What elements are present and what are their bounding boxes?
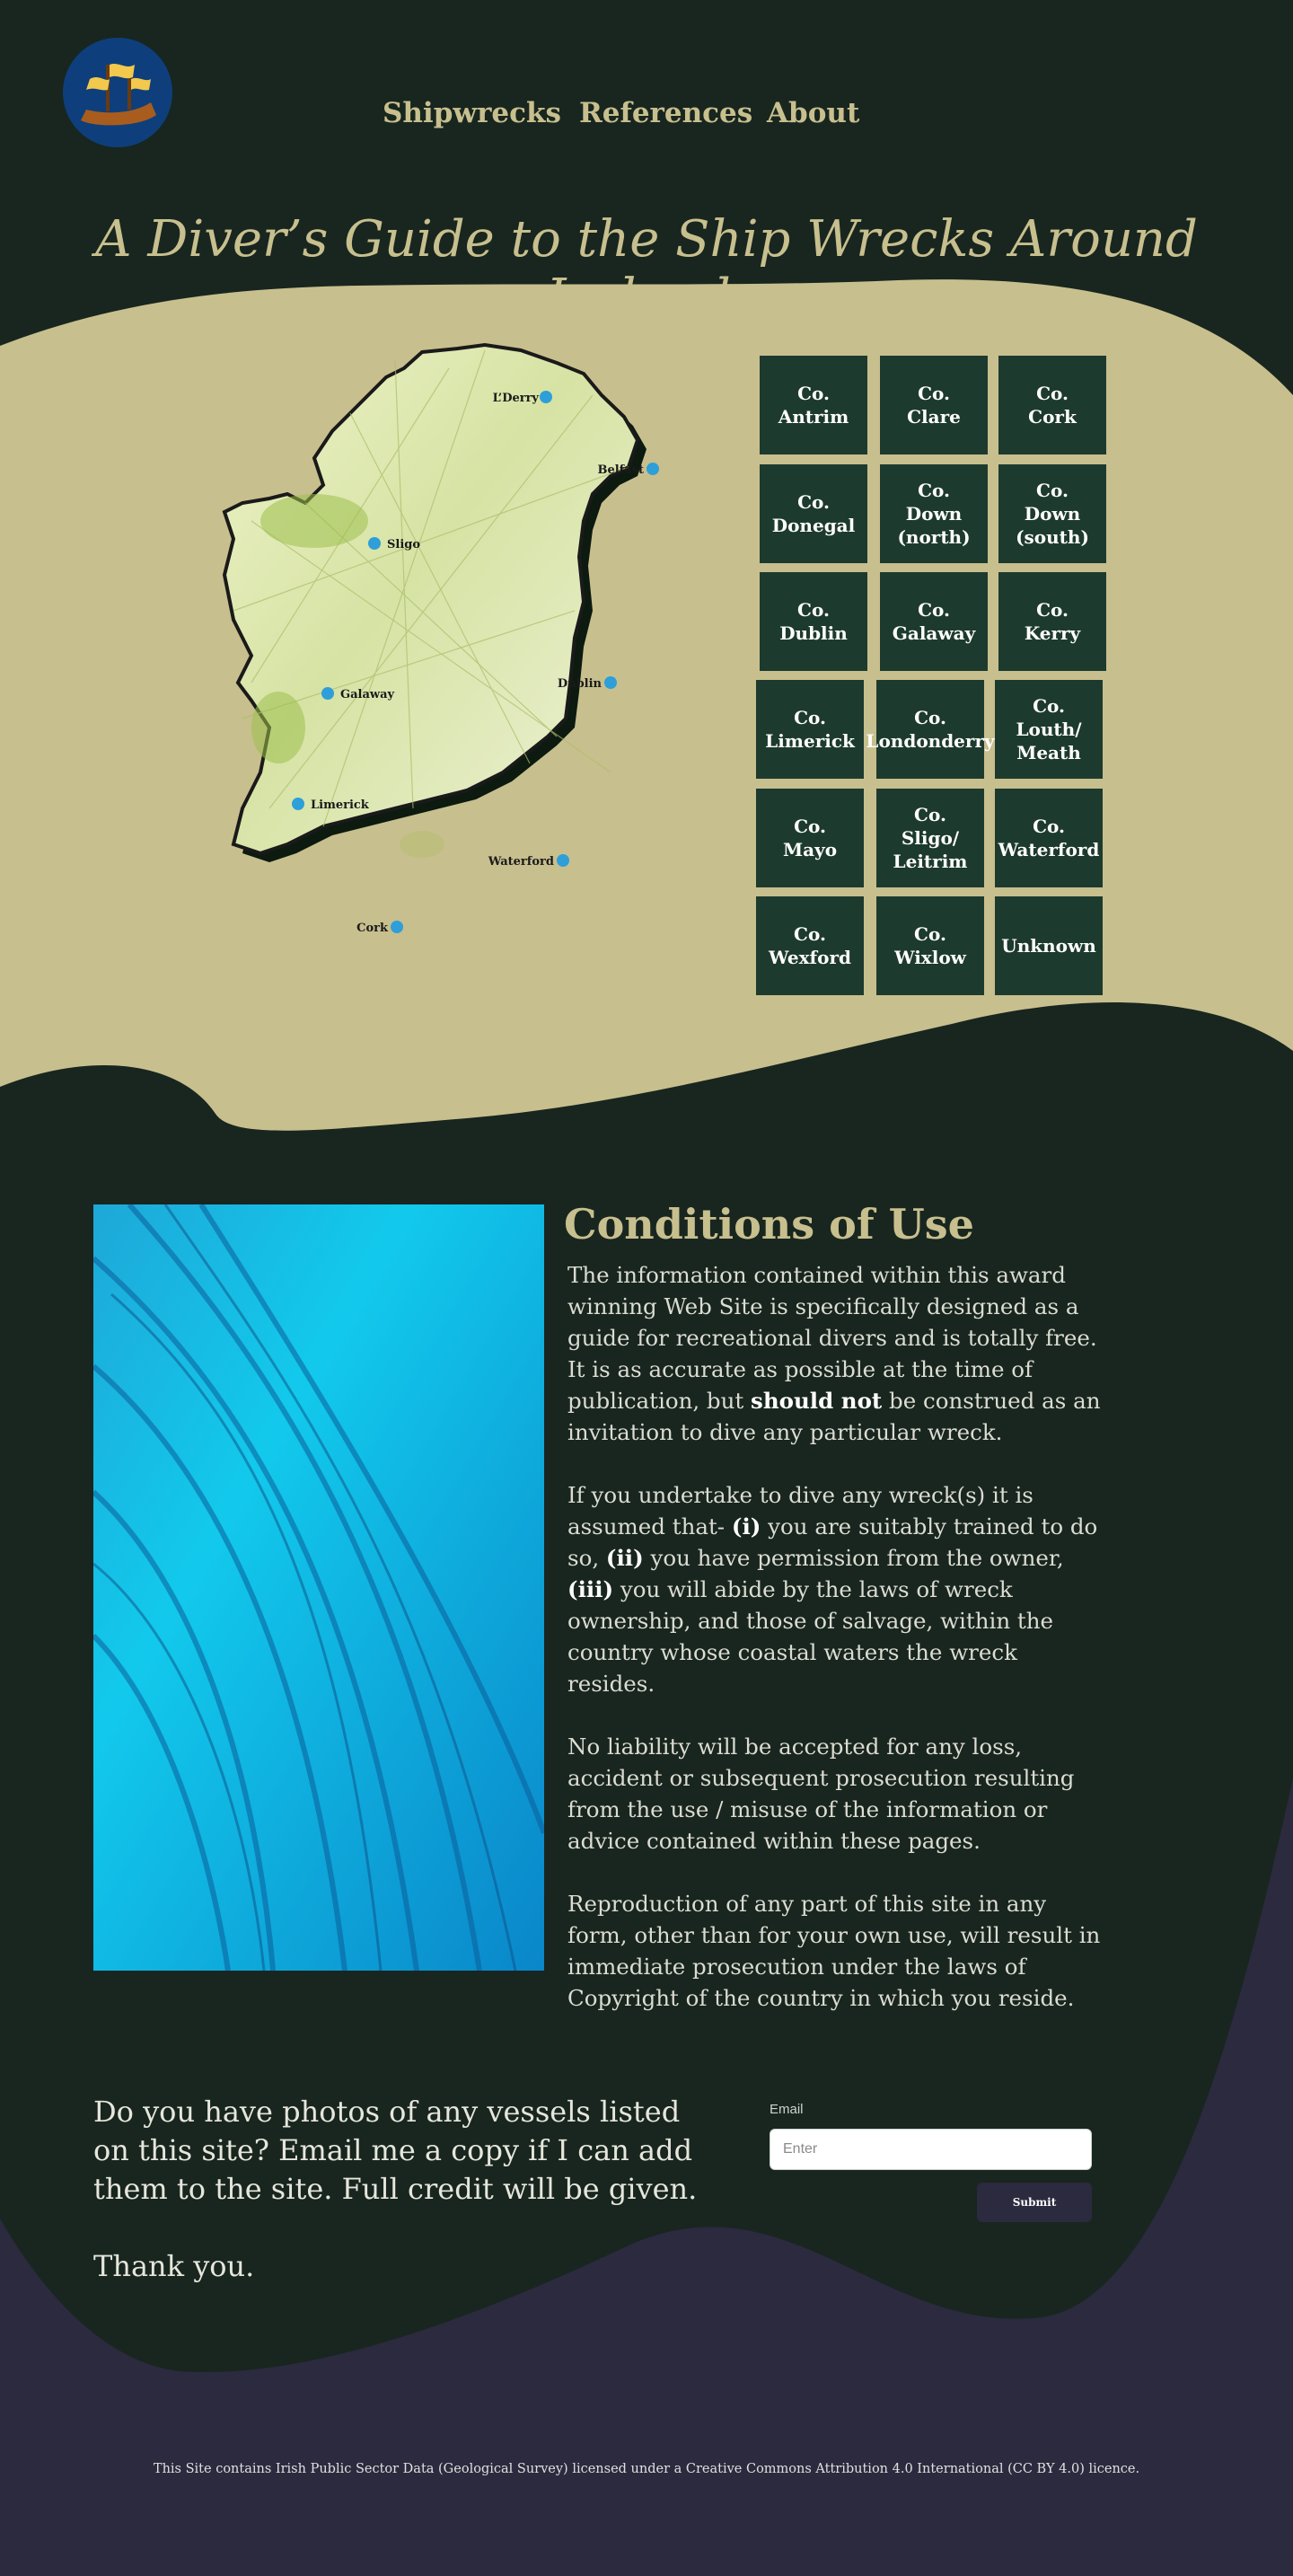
city-marker[interactable] (321, 687, 334, 700)
city-marker[interactable] (292, 798, 304, 810)
county-tile[interactable]: Unknown (995, 896, 1103, 995)
city-marker[interactable] (391, 921, 403, 933)
city-marker[interactable] (368, 537, 381, 550)
ship-logo[interactable] (63, 38, 172, 147)
conditions-paragraph-1: The information contained within this award winning Web Site is specifically designed as a guide for recreational divers and is totally free. It is as accurate as possible at the time of publication, but should not be construed as an invitation to dive any particular wreck. (567, 1262, 1101, 1445)
footer-licence: This Site contains Irish Public Sector Data (Geological Survey) licensed under a Creative Commons Attribution 4.0 International (CC BY 4.0) licence. (153, 2462, 1140, 2476)
county-tile[interactable]: Co. Cork (998, 356, 1106, 454)
city-label[interactable]: Galaway (340, 688, 395, 701)
county-tile[interactable]: Co. Wixlow (876, 896, 984, 995)
city-label[interactable]: Waterford (488, 855, 554, 869)
county-tile[interactable]: Co. Louth/ Meath (995, 680, 1103, 779)
county-tile[interactable]: Co. Clare (880, 356, 988, 454)
city-label[interactable]: Dublin (557, 677, 602, 691)
email-input[interactable] (770, 2129, 1092, 2170)
county-tile[interactable]: Co. Waterford (995, 789, 1103, 887)
county-tile[interactable]: Co. Dublin (760, 572, 867, 671)
county-tile[interactable]: Co. Antrim (760, 356, 867, 454)
conditions-paragraph-4: Reproduction of any part of this site in any form, other than for your own use, will result in immediate prosecution under the laws of Copyright of the country in which you reside. (567, 1891, 1101, 2011)
city-marker[interactable] (557, 854, 569, 867)
city-label[interactable]: Limerick (311, 798, 369, 812)
city-label[interactable]: Belfast (597, 463, 644, 477)
nav-references[interactable]: References (579, 97, 753, 129)
county-tile[interactable]: Co. Sligo/ Leitrim (876, 789, 984, 887)
conditions-title: Conditions of Use (564, 1200, 974, 1248)
county-tile[interactable]: Co. Limerick (756, 680, 864, 779)
county-tile[interactable]: Co. Down (south) (998, 464, 1106, 563)
ireland-map (216, 341, 718, 1006)
county-tile[interactable]: Co. Donegal (760, 464, 867, 563)
city-label[interactable]: L’Derry (492, 392, 539, 405)
county-tile[interactable]: Co. Londonderry (876, 680, 984, 779)
photo-request-message: Do you have photos of any vessels listed on this site? Email me a copy if I can add them to the site. Full credit will be given. (93, 2095, 698, 2206)
photo-request (93, 2093, 722, 2286)
nav-about[interactable]: About (767, 97, 860, 129)
county-tile[interactable]: Co. Kerry (998, 572, 1106, 671)
thanks-text: Thank you. (93, 2249, 255, 2283)
county-tile[interactable]: Co. Down (north) (880, 464, 988, 563)
wreck-photo (93, 1204, 544, 1971)
city-marker[interactable] (604, 676, 617, 689)
conditions-paragraph-3: No liability will be accepted for any loss, accident or subsequent prosecution resulting from the use / misuse of the information or advice contained within these pages. (567, 1734, 1075, 1854)
conditions-body (567, 1259, 1106, 2045)
county-tile[interactable]: Co. Mayo (756, 789, 864, 887)
city-marker[interactable] (540, 391, 552, 403)
email-label: Email (770, 2102, 804, 2117)
county-tile[interactable]: Co. Wexford (756, 896, 864, 995)
page-title: A Diver’s Guide to the Ship Wrecks Around Ireland. (95, 210, 1198, 327)
city-label[interactable]: Sligo (387, 538, 421, 551)
submit-button[interactable]: Submit (977, 2183, 1092, 2222)
nav-shipwrecks[interactable]: Shipwrecks (383, 97, 561, 129)
county-tile[interactable]: Co. Galaway (880, 572, 988, 671)
conditions-paragraph-2: If you undertake to dive any wreck(s) it is assumed that- (i) you are suitably trained to do so, (ii) you have permission from the owner, (iii) you will abide by the laws of wreck ownership, and those of salvage, within the country whose coastal waters the wreck resides. (567, 1482, 1098, 1697)
city-marker[interactable] (646, 463, 659, 475)
city-label[interactable]: Cork (356, 922, 388, 935)
